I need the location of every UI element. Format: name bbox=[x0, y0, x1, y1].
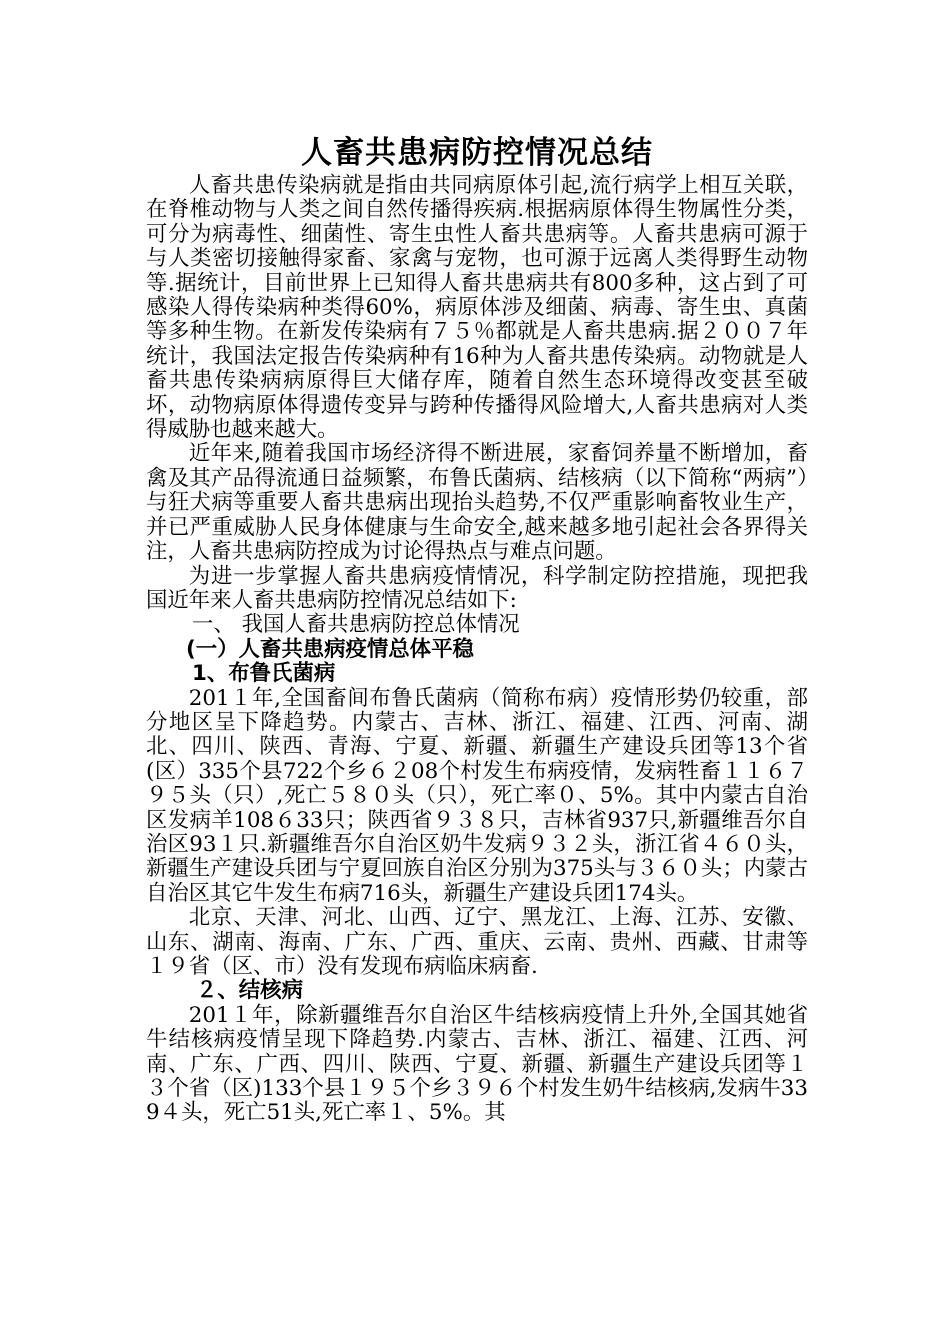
item-heading-tuberculosis: ２、结核病 bbox=[196, 978, 303, 1004]
document-page bbox=[146, 132, 808, 1126]
document-title: 人畜共患病防控情况总结 bbox=[301, 135, 653, 171]
subsection-heading-1: (一）人畜共患病疫情总体平稳 bbox=[186, 636, 474, 662]
paragraph-intro: 人畜共患传染病就是指由共同病原体引起,流行病学上相互关联，在脊椎动物与人类之间自然传播得疾病.根据病原体得生物属性分类，可分为病毒性、细菌性、寄生虫性人畜共患病等。人畜共患病可源于与人类密切接触得家畜、家禽与宠物，也可源于远离人类得野生动物等.据统计，目前世界上已知得人畜共患病共有800多种，这占到了可感染人得传染病种类得60%，病原体涉及细菌、病毒、寄生虫、真菌等多种生物。在新发传染病有７５％都就是人畜共患病.据２００７年统计，我国法定报告传染病种有16种为人畜共患传染病。动物就是人畜共患传染病病原得巨大储存库，随着自然生态环境得改变甚至破坏，动物病原体得遗传变异与跨种传播得风险增大,人畜共患病对人类得威胁也越来越大。 bbox=[146, 173, 808, 443]
paragraph-brucellosis-free-regions: 北京、天津、河北、山西、辽宁、黑龙江、上海、江苏、安徽、山东、湖南、海南、广东、广西、重庆、云南、贵州、西藏、甘肃等１９省（区、市）没有发现布病临床病畜. bbox=[146, 905, 808, 979]
paragraph-background: 近年来,随着我国市场经济得不断进展，家畜饲养量不断增加，畜禽及其产品得流通日益频繁，布鲁氏菌病、结核病（以下简称“两病”）与狂犬病等重要人畜共患病出现抬头趋势,不仅严重影响畜牧业生产，并已严重威胁人民身体健康与生命安全,越来越多地引起社会各界得关注，人畜共患病防控成为讨论得热点与难点问题。 bbox=[146, 441, 808, 565]
paragraph-purpose: 为进一步掌握人畜共患病疫情情况，科学制定防控措施，现把我国近年来人畜共患病防控情况总结如下: bbox=[146, 563, 808, 613]
paragraph-tuberculosis-situation: 201１年，除新疆维吾尔自治区牛结核病疫情上升外,全国其她省牛结核病疫情呈现下降趋势.内蒙古、吉林、浙江、福建、江西、河南、广东、广西、四川、陕西、宁夏、新疆、新疆生产建设兵团等１３个省（区)133个县１９５个乡３９６个村发生奶牛结核病,发病牛339４头，死亡51头,死亡率１、5%。其 bbox=[146, 1002, 808, 1126]
paragraph-brucellosis-situation: 201１年,全国畜间布鲁氏菌病（简称布病）疫情形势仍较重，部分地区呈下降趋势。内蒙古、吉林、浙江、福建、江西、河南、湖北、四川、陕西、青海、宁夏、新疆、新疆生产建设兵团等13个省(区）335个县722个乡６２08个村发生布病疫情，发病牲畜１１６７９５头（只）,死亡５８０头（只），死亡率０、5%。其中内蒙古自治区发病羊108６33只；陕西省９３８只，吉林省937只,新疆维吾尔自治区93１只.新疆维吾尔自治区奶牛发病９３２头，浙江省４６０头，新疆生产建设兵团与宁夏回族自治区分别为375头与３６０头；内蒙古自治区其它牛发生布病716头，新疆生产建设兵团174头。 bbox=[146, 685, 808, 906]
section-heading-1: 一、 我国人畜共患病防控总体情况 bbox=[192, 612, 520, 638]
item-heading-brucellosis: 1、布鲁氏菌病 bbox=[192, 661, 336, 687]
